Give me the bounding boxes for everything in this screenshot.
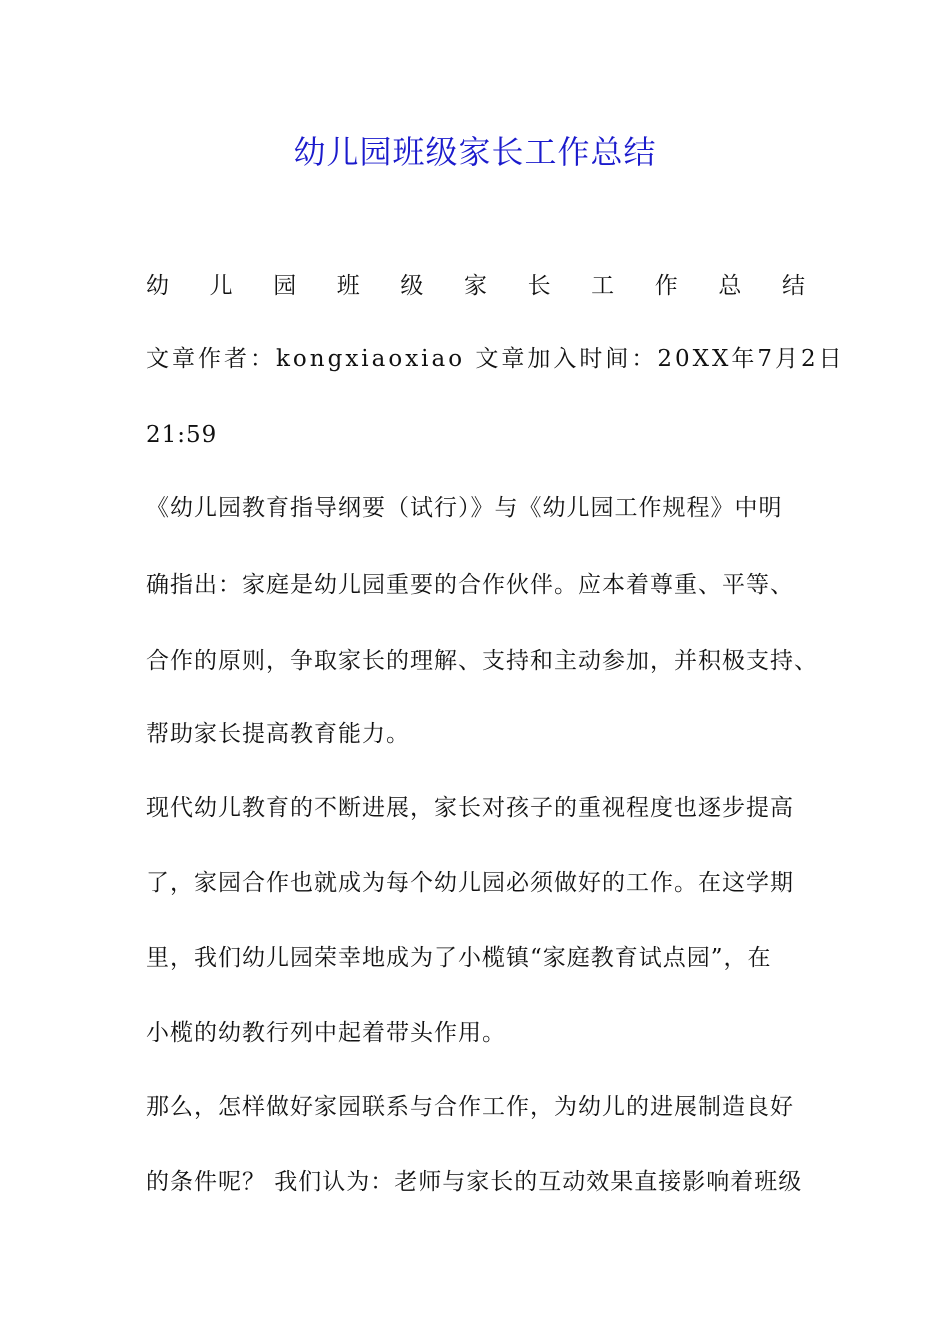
body-line: 帮助家长提高教育能力。 <box>146 721 410 747</box>
heading-char: 作 <box>654 273 679 299</box>
heading-line <box>146 270 806 302</box>
body-line: 《幼儿园教育指导纲要（试行）》与《幼儿园工作规程》中明 <box>146 495 783 521</box>
body-line: 现代幼儿教育的不断进展，家长对孩子的重视程度也逐步提高 <box>146 795 794 821</box>
article-time: 21:59 <box>146 422 218 448</box>
heading-char: 幼 <box>146 273 170 299</box>
body-line: 小榄的幼教行列中起着带头作用。 <box>146 1020 506 1046</box>
body-line: 的条件呢？ 我们认为：老师与家长的互动效果直接影响着班级 <box>146 1169 803 1195</box>
body-line: 了，家园合作也就成为每个幼儿园必须做好的工作。在这学期 <box>146 870 794 896</box>
heading-char: 家 <box>463 273 488 299</box>
heading-char: 儿 <box>209 273 234 299</box>
heading-char: 工 <box>591 273 616 299</box>
heading-char: 总 <box>718 273 743 299</box>
article-meta: 文章作者：kongxiaoxiao 文章加入时间：20XX年7月2日 <box>146 346 845 372</box>
body-line: 合作的原则，争取家长的理解、支持和主动参加，并积极支持、 <box>146 648 818 674</box>
document-title: 幼儿园班级家长工作总结 <box>293 133 657 171</box>
heading-char: 长 <box>527 273 552 299</box>
heading-char: 级 <box>400 273 425 299</box>
heading-char: 园 <box>273 273 298 299</box>
body-line: 确指出：家庭是幼儿园重要的合作伙伴。应本着尊重、平等、 <box>146 572 794 598</box>
heading-char: 班 <box>336 273 361 299</box>
body-line: 那么，怎样做好家园联系与合作工作，为幼儿的进展制造良好 <box>146 1094 794 1120</box>
body-line: 里，我们幼儿园荣幸地成为了小榄镇“家庭教育试点园”，在 <box>146 945 772 971</box>
heading-char: 结 <box>781 273 806 299</box>
